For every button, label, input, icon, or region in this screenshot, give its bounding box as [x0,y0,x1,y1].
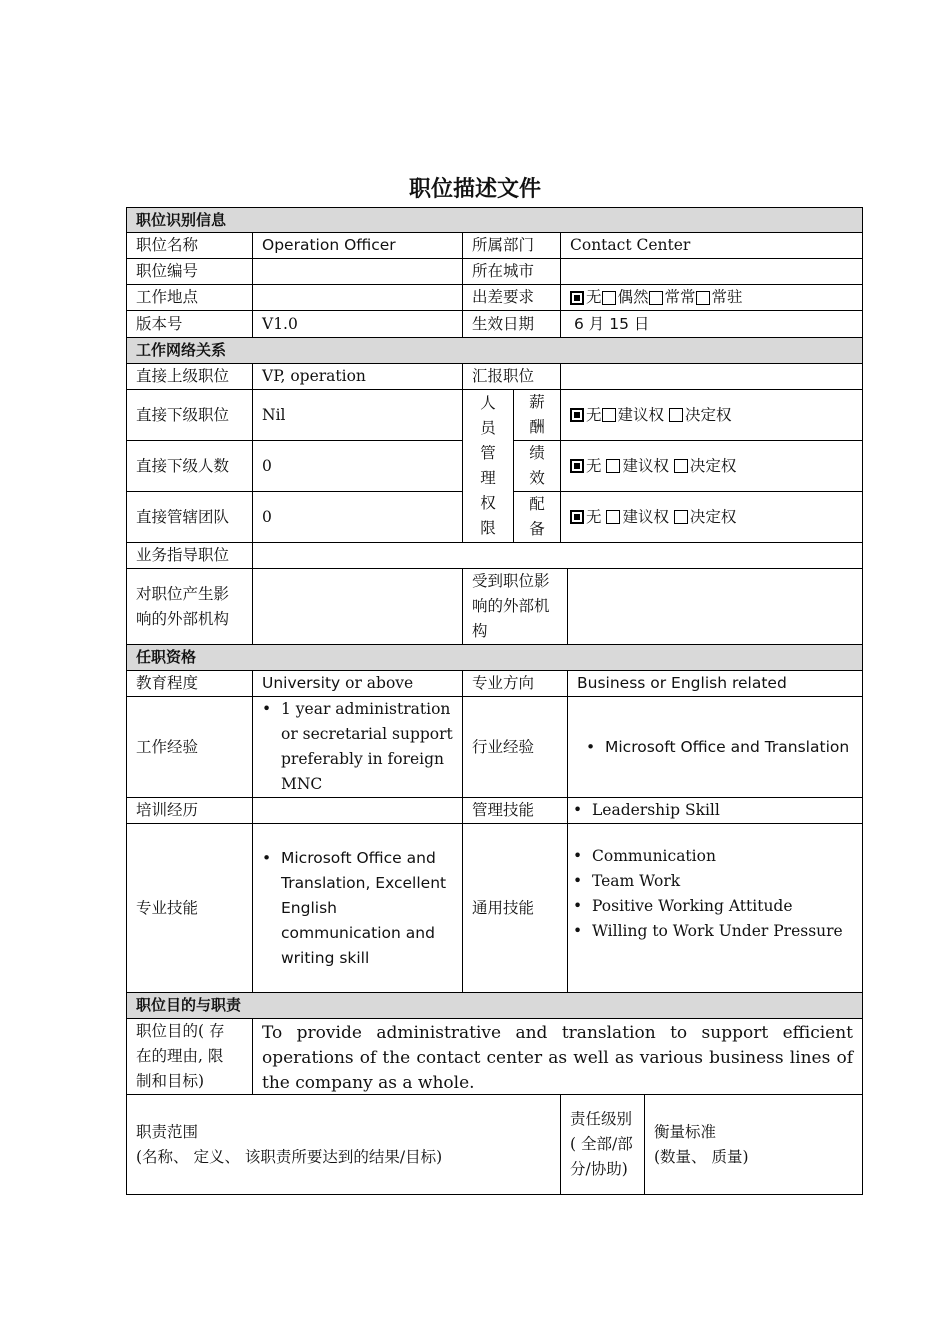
direct-superior-label: 直接上级职位 [126,363,253,390]
checkbox-travel-occasional[interactable] [602,291,616,305]
purpose-label: 职位目的( 存在的理由, 限制和目标) [126,1018,253,1095]
work-experience-value [252,696,463,798]
subordinate-count-value: 0 [252,440,463,492]
industry-experience-label: 行业经验 [462,696,568,798]
salary-label: 薪酬 [513,389,561,441]
list-item: • Willing to Work Under Pressure [592,919,843,944]
direct-superior-value: VP, operation [252,363,463,390]
general-skill-label: 通用技能 [462,823,568,993]
work-location-label: 工作地点 [126,284,253,311]
performance-authority-options: 无 建议权 决定权 [560,440,863,492]
scope-label: 职责范围 [136,1122,199,1141]
measure-header [644,1094,863,1195]
section-purpose-header: 职位目的与职责 [126,992,863,1019]
list-item: • 1 year administration or secretarial support preferably in foreign MNC [281,697,453,797]
checkbox-salary-none[interactable] [570,408,584,422]
section-network-header: 工作网络关系 [126,337,863,364]
checkbox-performance-decide[interactable] [674,459,688,473]
purpose-text: To provide administrative and translation to support efficient operations of the contact center as well as various business lines of the company as a whole. [252,1018,863,1095]
page-title: 职位描述文件 [408,177,541,202]
direct-subordinate-value: Nil [252,389,463,441]
travel-option-occasional: 偶然 [617,288,649,306]
checkbox-salary-suggest[interactable] [602,408,616,422]
checkbox-performance-none[interactable] [570,459,584,473]
travel-options [560,284,863,311]
hr-authority-char: 管 [480,444,496,462]
influenced-external-label: 受到职位影响的外部机构 [462,568,568,645]
position-name-label: 职位名称 [126,232,253,259]
direct-subordinate-label: 直接下级职位 [126,389,253,441]
professional-skill-value [252,823,463,993]
effective-date-label: 生效日期 [462,310,561,338]
hr-authority-char: 理 [480,469,496,487]
checkbox-salary-decide[interactable] [669,408,683,422]
position-code-label: 职位编号 [126,258,253,285]
training-label: 培训经历 [126,797,253,824]
business-guidance-value [252,542,863,569]
checkbox-staffing-none[interactable] [570,510,584,524]
professional-skill-label: 专业技能 [126,823,253,993]
hr-authority-char: 权 [480,494,496,512]
general-skill-value [567,823,863,993]
department-label: 所属部门 [462,232,561,259]
effective-date-value: 6 月 15 日 [560,310,863,338]
scope-header [126,1094,561,1195]
city-value [560,258,863,285]
hr-authority-label [462,389,514,543]
salary-authority-options: 无 建议权 决定权 [560,389,863,441]
checkbox-staffing-decide[interactable] [674,510,688,524]
work-experience-label: 工作经验 [126,696,253,798]
training-value [252,797,463,824]
checkbox-performance-suggest[interactable] [606,459,620,473]
scope-sub: (名称、 定义、 该职责所要达到的结果/目标) [136,1147,443,1166]
level-label: 责任级别 [570,1110,633,1128]
hr-authority-char: 人 [480,394,496,412]
travel-option-often: 常常 [664,288,696,306]
position-code-value [252,258,463,285]
section-identity-header: 职位识别信息 [126,207,863,233]
checkbox-staffing-suggest[interactable] [606,510,620,524]
influencing-external-value [252,568,463,645]
list-item: • Positive Working Attitude [592,894,843,919]
list-item: • Leadership Skill [592,798,720,823]
checkbox-travel-often[interactable] [649,291,663,305]
travel-option-resident: 常驻 [711,288,743,306]
report-label: 汇报职位 [462,363,561,390]
measure-label: 衡量标准 [654,1122,717,1141]
work-location-value [252,284,463,311]
checkbox-travel-none[interactable] [570,291,584,305]
influenced-external-value [567,568,863,645]
education-rest: or above [340,674,414,692]
version-label: 版本号 [126,310,253,338]
management-skill-label: 管理技能 [462,797,568,824]
hr-authority-char: 限 [480,519,496,537]
major-value: Business or English related [567,670,863,697]
travel-option-none: 无 [586,288,602,306]
education-label: 教育程度 [126,670,253,697]
hr-authority-char: 员 [480,419,496,437]
education-value [252,670,463,697]
level-header [560,1094,645,1195]
staffing-authority-options: 无 建议权 决定权 [560,491,863,543]
managed-team-label: 直接管辖团队 [126,491,253,543]
staffing-label: 配备 [513,491,561,543]
list-item: • Microsoft Office and Translation [605,735,849,760]
education-main: University [262,674,341,692]
level-sub: ( 全部/部分/协助) [570,1135,633,1178]
section-qualification-header: 任职资格 [126,644,863,671]
list-item: • Communication [592,844,843,869]
subordinate-count-label: 直接下级人数 [126,440,253,492]
managed-team-value: 0 [252,491,463,543]
performance-label: 绩效 [513,440,561,492]
list-item: • Microsoft Office and Translation, Excellent English communication and writing skill [281,846,453,971]
travel-label: 出差要求 [462,284,561,311]
checkbox-travel-resident[interactable] [696,291,710,305]
report-value [560,363,863,390]
business-guidance-label: 业务指导职位 [126,542,253,569]
measure-sub: (数量、 质量) [654,1147,749,1166]
major-label: 专业方向 [462,670,568,697]
department-value: Contact Center [560,232,863,259]
industry-experience-value [567,696,863,798]
list-item: • Team Work [592,869,843,894]
influencing-external-label: 对职位产生影响的外部机构 [126,568,253,645]
version-value: V1.0 [252,310,463,338]
city-label: 所在城市 [462,258,561,285]
position-name-value: Operation Officer [252,232,463,259]
management-skill-value [567,797,863,824]
